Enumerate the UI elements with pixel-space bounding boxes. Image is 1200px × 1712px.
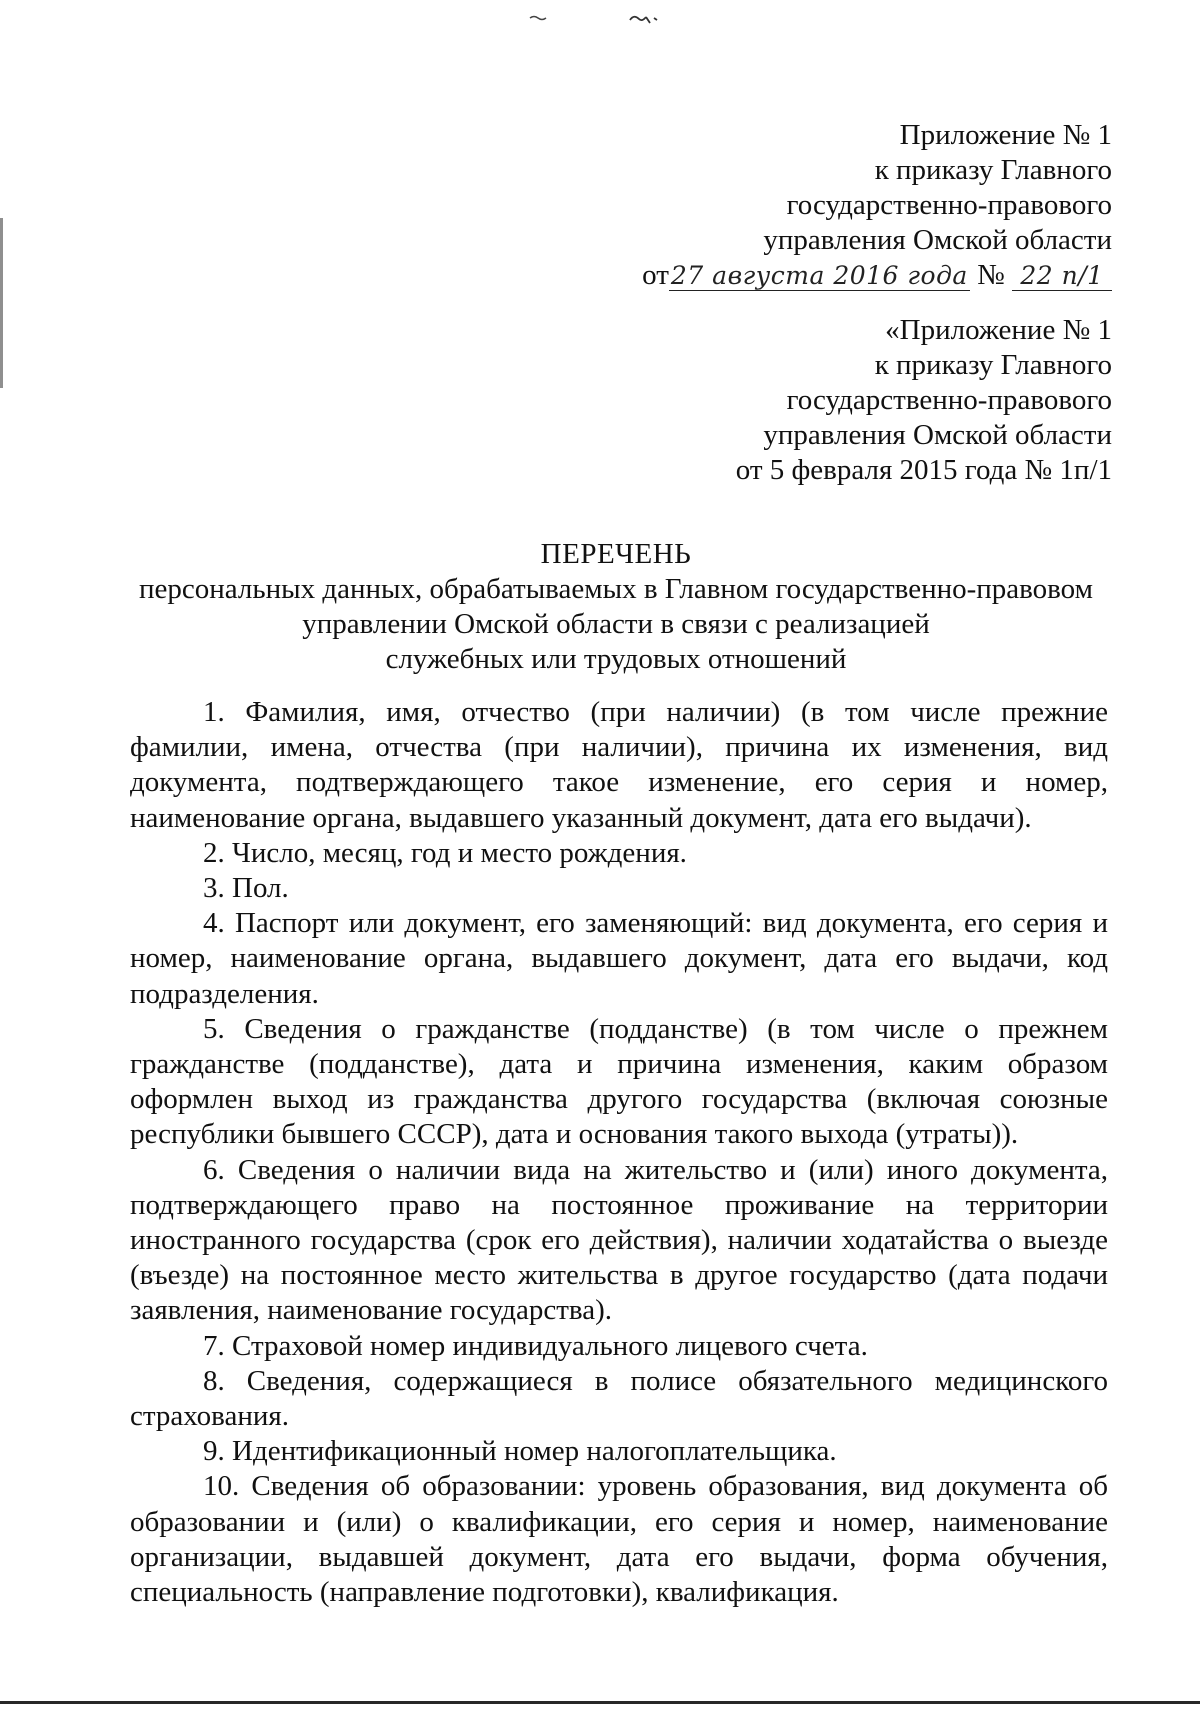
list-body: [130, 695, 1108, 1610]
handwritten-date: 27 августа 2016 года: [670, 261, 968, 290]
original-header-line4: управления Омской области: [763, 419, 1112, 451]
scan-edge-bottom: [0, 1701, 1200, 1704]
original-header-line3: государственно-правового: [786, 384, 1112, 416]
date-prefix: от: [642, 259, 669, 291]
document-title: [0, 537, 1200, 677]
list-item: 1. Фамилия, имя, отчество (при наличии) (в том числе прежние фамилии, имена, отчества (при наличии), причина их изменения, вид документа, подтверждающего такое изменение, его серия и номер, наименование органа, выдавшего указанный документ, дата его выдачи).: [130, 696, 1108, 834]
list-item: 2. Число, месяц, год и место рождения.: [203, 836, 687, 869]
list-item: 10. Сведения об образовании: уровень образования, вид документа об образовании и (или) о квалификации, его серия и номер, наименование организации, выдавшей документ, дата его выдачи, форма обучения, специальность (направление подготовки), квалификация.: [130, 1470, 1108, 1609]
number-sign: №: [977, 259, 1005, 291]
title-line3: служебных или трудовых отношений: [385, 643, 847, 675]
list-item: 4. Паспорт или документ, его заменяющий: вид документа, его серия и номер, наименование органа, выдавшего документ, дата его выдачи, код подразделения.: [130, 907, 1108, 1010]
original-header-line2: к приказу Главного: [874, 349, 1112, 381]
list-item: 7. Страховой номер индивидуального лицевого счета.: [203, 1329, 868, 1362]
appendix-header-line3: государственно-правового: [786, 189, 1112, 221]
title-line1: персональных данных, обрабатываемых в Главном государственно-правовом: [139, 573, 1093, 605]
appendix-header-line2: к приказу Главного: [874, 154, 1112, 186]
title-line2: управлении Омской области в связи с реализацией: [302, 608, 930, 640]
list-item: 8. Сведения, содержащиеся в полисе обязательного медицинского страхования.: [130, 1364, 1108, 1433]
original-header-line1: «Приложение № 1: [885, 314, 1112, 346]
original-appendix-header: [736, 313, 1112, 488]
list-item: 9. Идентификационный номер налогоплательщика.: [203, 1435, 837, 1468]
appendix-header: [642, 118, 1112, 293]
scan-specks: [520, 10, 700, 30]
scan-edge-left: [0, 218, 3, 388]
title-heading: ПЕРЕЧЕНЬ: [540, 538, 692, 570]
appendix-date-line: [642, 258, 1112, 293]
list-item: 3. Пол.: [203, 872, 289, 905]
appendix-header-line1: Приложение № 1: [899, 119, 1112, 151]
appendix-header-line4: управления Омской области: [763, 224, 1112, 256]
list-item: 6. Сведения о наличии вида на жительство и (или) иного документа, подтверждающего право на постоянное проживание на территории иностранного государства (срок его действия), наличии ходатайства о выезде (въезде) на постоянное место жительства в другое государство (дата подачи заявления, наименование государства).: [130, 1153, 1108, 1327]
original-header-line5: от 5 февраля 2015 года № 1п/1: [735, 454, 1112, 486]
list-item: 5. Сведения о гражданстве (подданстве) (в том числе о прежнем гражданстве (подданстве), дата и причина изменения, каким образом оформлен выход из гражданства другого государства (включая союзные республики бывшего СССР), дата и основания такого выхода (утраты)).: [130, 1012, 1108, 1151]
handwritten-number: 22 п/1: [1012, 262, 1112, 291]
